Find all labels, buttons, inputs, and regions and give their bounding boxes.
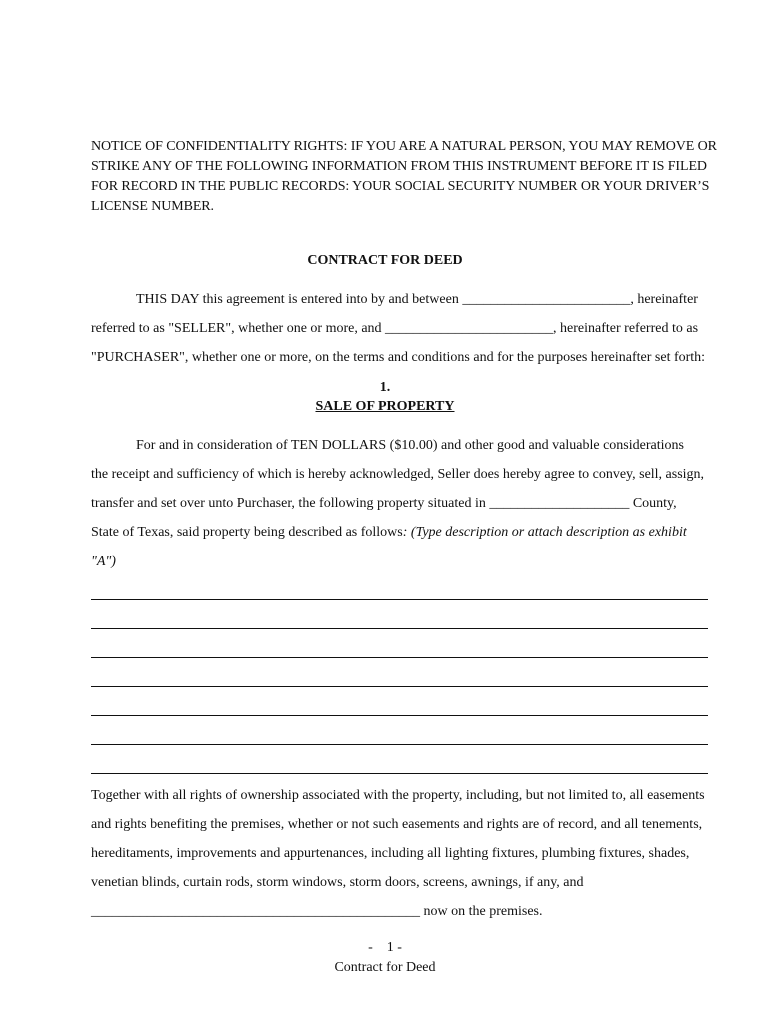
rights-line-4: venetian blinds, curtain rods, storm windows, storm doors, screens, awnings, if any, and	[91, 875, 584, 890]
description-blank-line	[91, 744, 708, 745]
section1-line-2: the receipt and sufficiency of which is hereby acknowledged, Seller does hereby agree to convey, sell, assign,	[91, 467, 705, 482]
description-blank-line	[91, 686, 708, 687]
document-title: CONTRACT FOR DEED	[307, 253, 463, 268]
page-number: - 1 -	[368, 940, 402, 955]
section1-line-4	[91, 525, 687, 541]
section-number: 1.	[379, 380, 391, 395]
description-blank-line	[91, 628, 708, 629]
section1-line-4-plain: State of Texas, said property being described as follows	[91, 525, 403, 540]
section1-line-1: For and in consideration of TEN DOLLARS ($10.00) and other good and valuable considerations	[136, 438, 684, 453]
rights-line-1: Together with all rights of ownership associated with the property, including, but not limited to, all easements	[91, 788, 705, 803]
description-blank-line	[91, 773, 708, 774]
description-blank-line	[91, 599, 708, 600]
section1-line-4-italic: : (Type description or attach description as exhibit	[402, 525, 687, 540]
intro-line-3: "PURCHASER", whether one or more, on the terms and conditions and for the purposes hereinafter set forth:	[91, 350, 706, 365]
intro-line-2: referred to as "SELLER", whether one or more, and ________________________, hereinafter referred to as	[91, 321, 699, 336]
section-heading: SALE OF PROPERTY	[315, 399, 455, 414]
rights-line-3: hereditaments, improvements and appurtenances, including all lighting fixtures, plumbing fixtures, shades,	[91, 846, 690, 861]
description-blank-line	[91, 715, 708, 716]
footer-title: Contract for Deed	[334, 960, 436, 975]
section1-line-3: transfer and set over unto Purchaser, the following property situated in ____________________ County,	[91, 496, 677, 511]
rights-line-5: _______________________________________________ now on the premises.	[91, 904, 543, 919]
confidentiality-notice: NOTICE OF CONFIDENTIALITY RIGHTS: IF YOU ARE A NATURAL PERSON, YOU MAY REMOVE OR STRIKE ANY OF THE FOLLOWING INFORMATION FROM THIS INSTRUMENT BEFORE IT IS FILED FOR RECORD IN THE PUBLIC RECORDS: YOUR SOCIAL SECURITY NUMBER OR YOUR DRIVER’S LICENSE NUMBER.	[91, 139, 717, 214]
section1-line-5: "A")	[91, 554, 116, 569]
description-blank-line	[91, 657, 708, 658]
intro-line-1: THIS DAY this agreement is entered into by and between ________________________, hereinafter	[136, 292, 698, 307]
rights-line-2: and rights benefiting the premises, whether or not such easements and rights are of record, and all tenements,	[91, 817, 703, 832]
